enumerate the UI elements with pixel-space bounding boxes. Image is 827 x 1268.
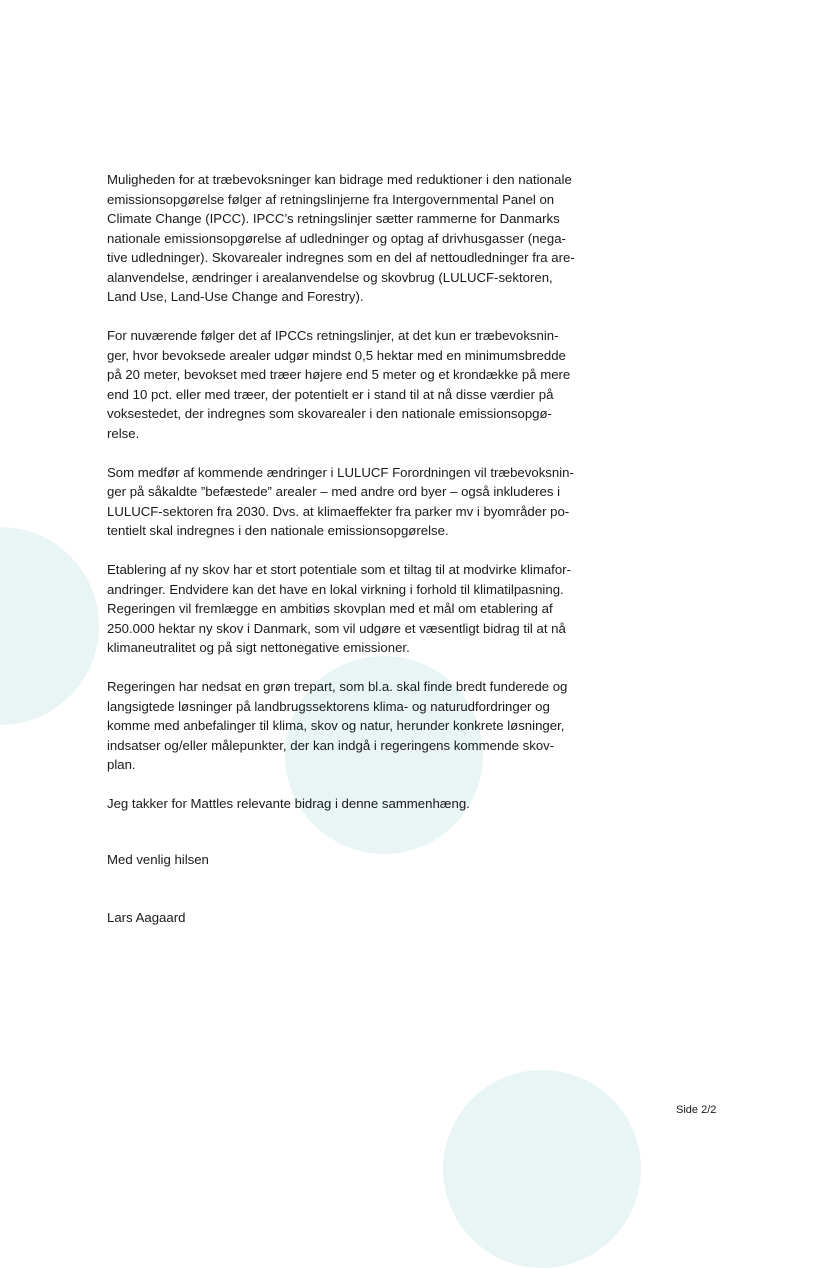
paragraph-forest-definition (107, 326, 599, 443)
text-line: Jeg takker for Mattles relevante bidrag i denne sammenhæng. (107, 796, 470, 811)
text-line: Etablering af ny skov har et stort potentiale som et tiltag til at modvirke klimafor- (107, 562, 571, 577)
text-line: Climate Change (IPCC). IPCC’s retningslinjer sætter rammerne for Danmarks (107, 211, 560, 226)
page-number: Side 2/2 (676, 1104, 717, 1116)
text-line: voksestedet, der indregnes som skovarealer i den nationale emissionsopgø- (107, 406, 552, 421)
paragraph-ipcc-guidelines (107, 170, 599, 307)
text-line: Regeringen vil fremlægge en ambitiøs skovplan med et mål om etablering af (107, 601, 553, 616)
text-line: langsigtede løsninger på landbrugssektorens klima- og naturudfordringer og (107, 698, 550, 714)
paragraph-thanks (107, 794, 599, 814)
text-line: relse. (107, 425, 140, 441)
closing-greeting: Med venlig hilsen (107, 852, 209, 867)
text-line: tentielt skal indregnes i den nationale emissionsopgørelse. (107, 523, 449, 538)
text-line: Land Use, Land-Use Change and Forestry). (107, 289, 364, 304)
text-line: LULUCF-sektoren fra 2030. Dvs. at klimaeffekter fra parker mv i byområder po- (107, 503, 570, 519)
text-line: For nuværende følger det af IPCCs retningslinjer, at det kun er træbevoksnin- (107, 328, 559, 343)
text-line: Muligheden for at træbevoksninger kan bidrage med reduktioner i den nationale (107, 172, 572, 187)
text-line: end 10 pct. eller med træer, der potentielt er i stand til at nå disse værdier på (107, 386, 554, 402)
paragraph-lulucf-regulation (107, 463, 599, 541)
decorative-circle-bottom (443, 1070, 641, 1268)
paragraph-new-forest (107, 560, 599, 658)
text-line: tive udledninger). Skovarealer indregnes som en del af nettoudledninger fra are- (107, 250, 575, 265)
decorative-circle-left (0, 527, 99, 725)
signature-name: Lars Aagaard (107, 910, 186, 925)
letter-body (107, 170, 599, 833)
text-line: indsatser og/eller målepunkter, der kan indgå i regeringens kommende skov- (107, 737, 555, 753)
paragraph-green-tripartite (107, 677, 599, 775)
text-line: emissionsopgørelse følger af retningslinjerne fra Intergovernmental Panel on (107, 191, 555, 207)
text-line: Som medfør af kommende ændringer i LULUCF Forordningen vil træbevoksnin- (107, 464, 574, 480)
text-line: komme med anbefalinger til klima, skov og natur, herunder konkrete løsninger, (107, 718, 565, 733)
text-line: ger på såkaldte ”befæstede” arealer – med andre ord byer – også inkluderes i (107, 484, 561, 499)
text-line: ger, hvor bevoksede arealer udgør mindst 0,5 hektar med en minimumsbredde (107, 347, 566, 363)
text-line: klimaneutralitet og på sigt nettonegative emissioner. (107, 640, 410, 655)
text-line: alanvendelse, ændringer i arealanvendelse og skovbrug (LULUCF-sektoren, (107, 269, 553, 285)
text-line: nationale emissionsopgørelse af udledninger og optag af drivhusgasser (nega- (107, 230, 566, 246)
text-line: 250.000 hektar ny skov i Danmark, som vil udgøre et væsentligt bidrag til at nå (107, 620, 566, 636)
text-line: Regeringen har nedsat en grøn trepart, som bl.a. skal finde bredt funderede og (107, 679, 568, 694)
text-line: andringer. Endvidere kan det have en lokal virkning i forhold til klimatilpasning. (107, 581, 564, 597)
text-line: plan. (107, 757, 136, 772)
text-line: på 20 meter, bevokset med træer højere end 5 meter og et krondække på mere (107, 367, 571, 382)
